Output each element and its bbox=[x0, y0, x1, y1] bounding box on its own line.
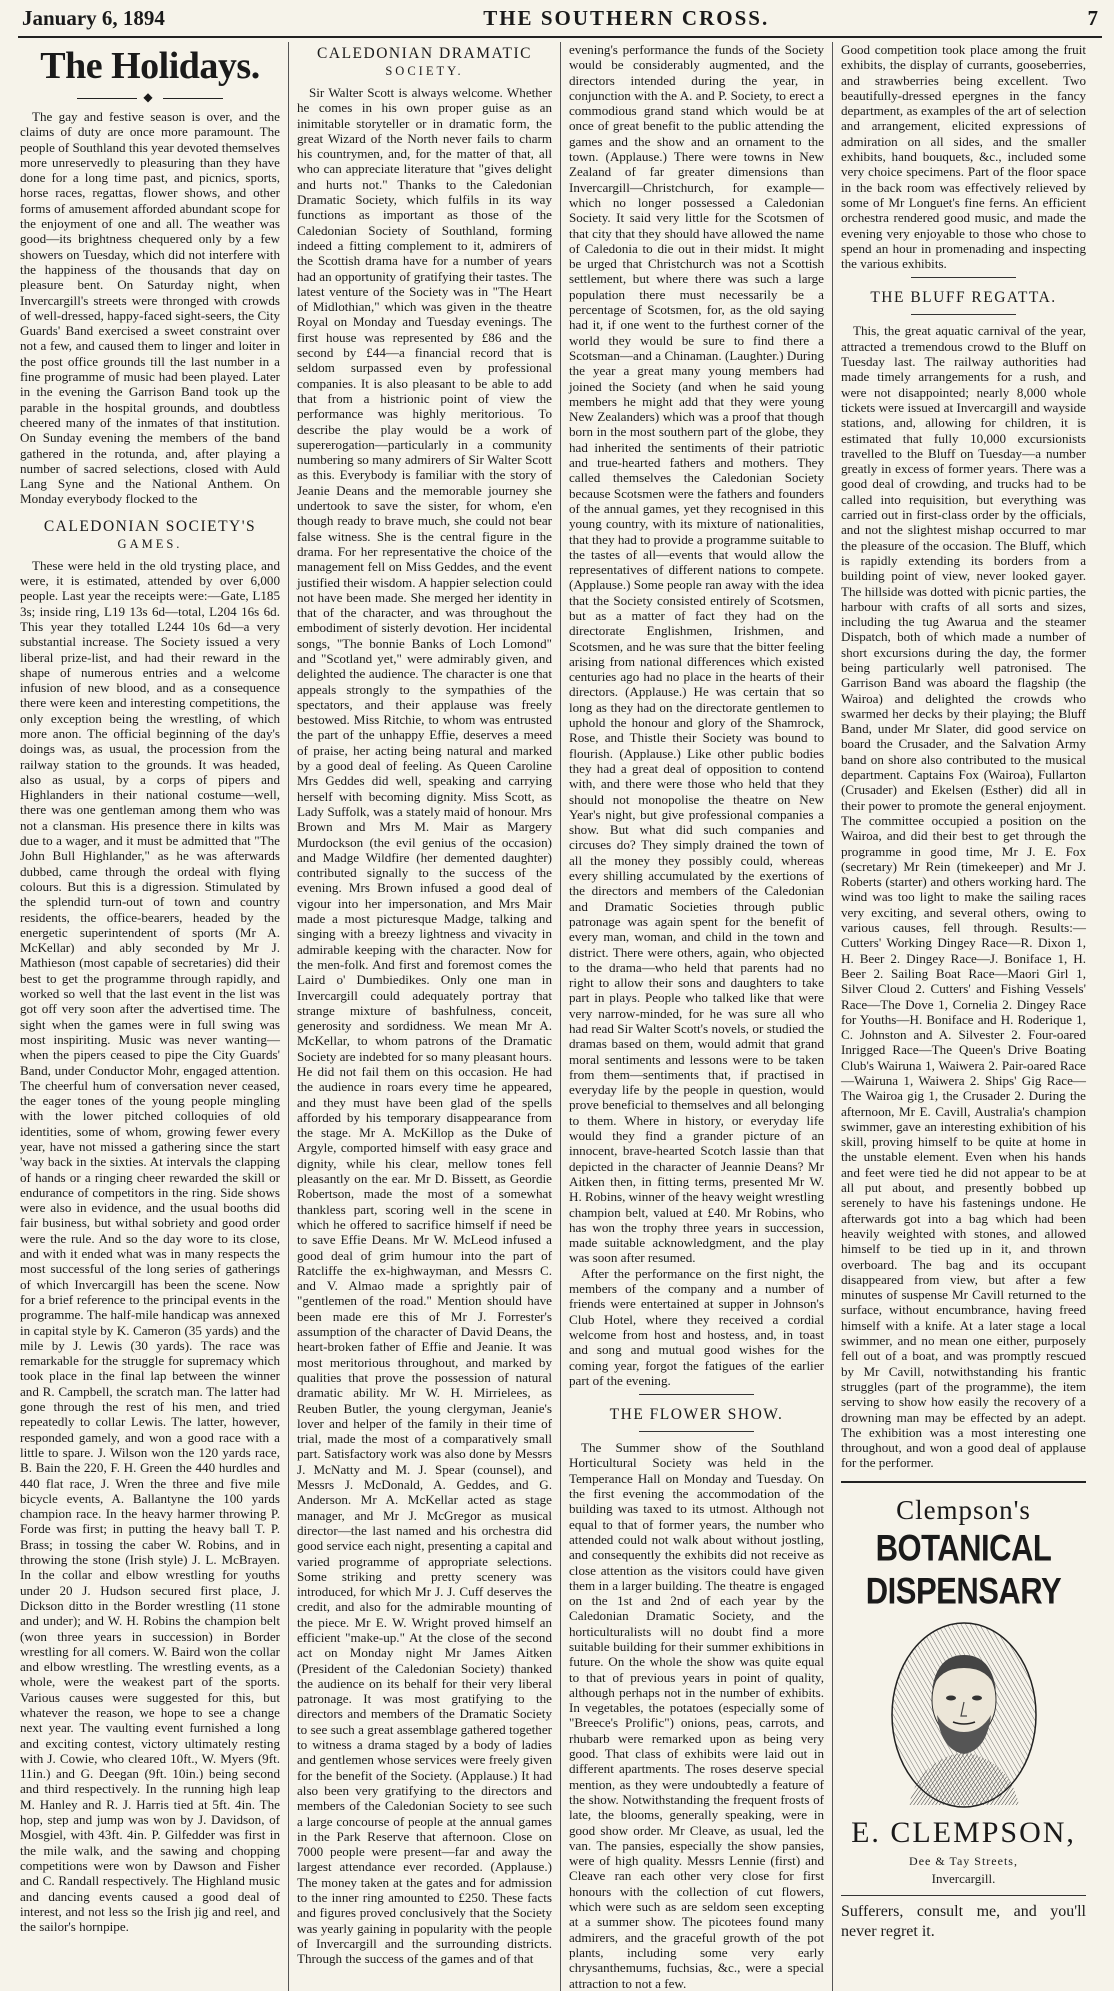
holidays-headline: The Holidays. bbox=[40, 45, 260, 87]
dramatic-subheading: SOCIETY. bbox=[385, 64, 464, 78]
flower-show-article-continued: Good competition took place among the fruit exhibits, the display of currants, gooseberries, and strawberries being excellent. Two beautifully-dressed epergnes in the fancy department, as examples of the art of selection and arrangement, elicited expressions of admiration on all sides, and the smaller exhibits, hand bouquets, &c., included some very choice specimens. Part of the floor space in the back room was effectively relieved by some of Mr Longuet's fine ferns. An efficient orchestra rendered good music, and made the evening very enjoyable to those who chose to spend an hour in promenading and inspecting the various exhibits. bbox=[841, 42, 1086, 272]
issue-date: January 6, 1894 bbox=[22, 6, 165, 30]
column-3 bbox=[560, 42, 832, 1991]
holidays-article: The gay and festive season is over, and the claims of duty are once more paramount. The people of Southland this year devoted themselves more unreservedly to pleasuring than they have done for a long time past, and picnics, sports, horse races, regattas, flower shows, and other forms of amusement afforded abundant scope for the enjoyment of one and all. The weather was good—its brightness chequered only by a few showers on Tuesday, which did not interfere with the happiness of the thousands that day on pleasure bent. On Saturday night, when Invercargill's streets were thronged with crowds of well-dressed, happy-faced sight-seers, the City Guards' Band exercised a sweet constraint over not a few, and caused them to linger and loiter in the post office grounds till the last number in a fine programme of music had been played. Later in the evening the Garrison Band took up the parable in the hospital grounds, and doubtless cheered many of the inmates of that institution. On Sunday evening the members of the band gathered in the rotunda, and, after playing a number of sacred selections, closed with Auld Lang Syne and the National Anthem. On Monday everybody flocked to the bbox=[20, 109, 280, 507]
column-2 bbox=[288, 42, 560, 1991]
ad-title: BOTANICAL DISPENSARY bbox=[865, 1526, 1062, 1612]
column-4 bbox=[832, 42, 1094, 1991]
section-divider bbox=[639, 1431, 754, 1432]
section-divider bbox=[911, 277, 1016, 278]
dramatic-supper-paragraph: After the performance on the first night, the members of the company and a number of friends were entertained at supper in Johnson's Club Hotel, where they received a cordial welcome from host and hostess, and, in toast and song and mutual good wishes for the coming year, forgot the fatigues of the earlier part of the evening. bbox=[569, 1265, 824, 1388]
regatta-heading: THE BLUFF REGATTA. bbox=[870, 289, 1057, 307]
dramatic-heading: CALEDONIAN DRAMATIC bbox=[317, 45, 532, 62]
ad-town: Invercargill. bbox=[931, 1870, 996, 1886]
ad-proprietor: E. CLEMPSON, bbox=[851, 1815, 1076, 1849]
columns bbox=[18, 42, 1102, 1991]
masthead bbox=[18, 6, 1102, 38]
dramatic-article-continued: evening's performance the funds of the Society would be considerably augmented, and the directors intended during the year, in conjunction with the A. and P. Society, to erect a commodious grand stand which would be at once of great benefit to the public attending the games and the show and an ornament to the town. (Applause.) There were towns in New Zealand of far greater dimensions than Invercargill—Christchurch, for example—which no longer possessed a Caledonian Society. It said very little for the Scotsmen of that city that they should have allowed the name of Caledonia to die out in their midst. It might be urged that Christchurch was not a Scottish settlement, but where there was such a large population there must necessarily be a percentage of Scotsmen, for, as the old saying had it, if one went to the furthest corner of the world they would be sure to find there a Scotsman—and a Chinaman. (Laughter.) During the year a great many young members had joined the Society (and when he said young members he might add that they were young New Zealanders) which was a proof that though born in the most southern part of the globe, they had inherited the sentiments of their patriotic and true-hearted fathers and mothers. They called themselves the Caledonian Society because Scotsmen were the fathers and founders of the annual games, yet they recognised in this young country, with its mixture of nationalities, that they had to provide a programme suitable to the tastes of all—events that would allow the representatives of different nations to compete. (Applause.) Some people ran away with the idea that the Society consisted entirely of Scotsmen, but as a matter of fact they had on the directorate Englishmen, Irishmen, and Scotsmen, and he was sure that the bitter feeling arising from national differences which existed centuries ago had no place in the hearts of their directors. (Applause.) He was certain that so long as they had on the directorate gentlemen to uphold the honour and glory of the Shamrock, Rose, and Thistle their Society was bound to flourish. (Applause.) Like other public bodies they had a great deal of opposition to contend with, and there were those who held that they should not monopolise the theatre on New Year's night, but give professional companies a show. But what did such companies and circuses do? They simply drained the town of all the money they possibly could, whereas every shilling accumulated by the exertions of the directors and members of the Caledonian and Dramatic Societies through public patronage was again spent for the benefit of every man, woman, and child in the town and district. There were others, again, who objected to the drama—who held that parents had no right to allow their sons and daughters to take part in plays. People who talked like that were very narrow-minded, for he was sure all who had read Sir Walter Scott's novels, or studied the dramas based on them, would admit that grand moral sentiments and lessons were to be taken from them—sentiments that, if practised in everyday life by the people in question, would prove beneficial to themselves and all belonging to them. Where in history, or everyday life would they find a grander picture of an innocent, brave-hearted Scotch lassie than that depicted in the character of Jeannie Deans? Mr Aitken then, in fitting terms, presented Mr W. H. Robins, winner of the heavy weight wrestling champion belt, valued at £40. Mr Robins, who has won the trophy three years in succession, made suitable acknowledgment, and the play was soon after resumed. bbox=[569, 42, 824, 1266]
page-number: 7 bbox=[1087, 6, 1098, 30]
portrait-engraving-icon bbox=[889, 1620, 1039, 1810]
flower-show-heading: THE FLOWER SHOW. bbox=[609, 1406, 784, 1424]
ad-business-name: Clempson's bbox=[896, 1494, 1031, 1525]
paper-title: THE SOUTHERN CROSS. bbox=[483, 6, 770, 30]
ad-slogan: Sufferers, consult me, and you'll never regret it. bbox=[841, 1895, 1086, 1942]
games-heading: CALEDONIAN SOCIETY'S bbox=[43, 517, 257, 535]
ornament-divider: ◆ bbox=[20, 90, 280, 105]
section-divider bbox=[911, 314, 1016, 315]
games-subheading: GAMES. bbox=[117, 536, 183, 551]
column-1 bbox=[18, 42, 288, 1991]
dramatic-article: Sir Walter Scott is always welcome. Whether he comes in his own proper guise as an inimitable storyteller or in dramatic form, the great Wizard of the North never fails to charm his countrymen, and, for the matter of that, all who can appreciate literature that "gives delight and hurts not." Thanks to the Caledonian Dramatic Society, which fulfils in its way functions as important as those of the Caledonian Society of Southland, forming indeed a fitting complement to it, admirers of the Scottish drama have for a number of years had an opportunity of gratifying their tastes. The latest venture of the Society was in "The Heart of Midlothian," which was given in the theatre Royal on Monday and Tuesday evenings. The first house was represented by £86 and the second by £44—a financial record that is seldom surpassed even by professional companies. It is also pleasant to be able to add that from a histrionic point of view the performance was highly meritorious. To describe the play would be a work of supererogation—particularly in a community numbering so many admirers of Sir Walter Scott as this. Everybody is familiar with the story of Jeanie Deans and the memorable journey she undertook to save the sister, for whom, e'en though ready to brave much, she could not bear false witness. She is the central figure in the drama. For her representative the choice of the management fell on Miss Geddes, and the event justified their wisdom. A happier selection could not have been made. She merged her identity in that of the character, and was throughout the embodiment of sisterly devotion. Her incidental songs, "The bonnie Banks of Loch Lomond" and "Scotland yet," were admirably given, and delighted the audience. The character is one that appeals strongly to the sympathies of the spectators, and their applause was freely bestowed. Miss Ritchie, to whom was entrusted the part of the unhappy Effie, deserves a meed of praise, her acting being natural and marked by a good deal of feeling. As Queen Caroline Mrs Geddes did well, speaking and carrying herself with becoming dignity. Miss Scott, as Lady Suffolk, was a stately maid of honour. Mrs Brown and Mrs M. Mair as Margery Murdockson (the evil genius of the occasion) and Madge Wildfire (her demented daughter) contributed signally to the success of the evening. Mrs Brown infused a good deal of vigour into her impersonation, and Mrs Mair made a most picturesque Madge, talking and singing with a breezy lightness and vivacity in admirable keeping with the character. Now for the men-folk. And first and foremost comes the Laird o' Dumbiedikes. Only one man in Invercargill could adequately portray that strange mixture of bashfulness, conceit, generosity and sordidness. We mean Mr A. McKellar, to whom patrons of the Dramatic Society are indebted for so many pleasant hours. He did not fail them on this occasion. He had the audience in roars every time he appeared, and they must have been glad of the spells afforded by his temporary disappearance from the stage. Mr A. McKillop as the Duke of Argyle, comported himself with easy grace and dignity, while his clear, mellow tones fell pleasantly on the ear. Mr D. Bissett, as Geordie Robertson, made the most of a somewhat thankless part, scoring well in the scene in which he offered to sacrifice himself if need be to save Effie Deans. Mr W. McLeod infused a good deal of grim humour into the part of Ratcliffe the ex-highwayman, and Messrs C. and V. Almao made a sprightly pair of "gentlemen of the road." Mention should have been made ere this of Mr J. Forrester's assumption of the character of David Deans, the heart-broken father of Effie and Jeanie. It was most meritorious throughout, and marked by qualities that prove the possession of natural dramatic ability. Mr W. H. Mirrielees, as Reuben Butler, the young clergyman, Jeanie's lover and helper of the family in their time of trial, made the most of a comparatively small part. Satisfactory work was also done by Messrs J. McNatty and M. J. Spear (counsel), and Messrs J. McDonald, A. Geddes, and G. Anderson. Mr A. McKellar acted as stage manager, and Mr J. McGregor as musical director—the last named and his orchestra did good service each night, presenting a capital and varied programme of appropriate selections. Some striking and pretty scenery was introduced, for which Mr J. J. Cuff deserves the credit, and also for the admirable mounting of the piece. Mr E. W. Wright proved himself an efficient "make-up." At the close of the second act on Monday night Mr James Aitken (President of the Caledonian Society) thanked the audience on its behalf for their very liberal patronage. It was most gratifying to the directors and members of the Dramatic Society to see such a great assemblage gathered together to witness a drama staged by a body of ladies and gentlemen whose services were freely given for the benefit of the Society. (Applause.) It had also been very gratifying to the directors and members of the Caledonian Society to see such a large concourse of people at the annual games in the Park Reserve that afternoon. Close on 7000 people were present—far and away the largest attendance ever recorded. (Applause.) The money taken at the gates and for admission to the inner ring amounted to £250. These facts and figures proved conclusively that the Society was yearly gaining in popularity with the people of Invercargill and the surrounding districts. Through the success of the games and of that bbox=[297, 85, 552, 1967]
clempson-advertisement bbox=[841, 1481, 1086, 1942]
flower-show-article: The Summer show of the Southland Horticultural Society was held in the Temperance Hall on Monday and Tuesday. On the first evening the accommodation of the building was taxed to its utmost. Although not equal to that of former years, the number who attended could not walk about without jostling, and consequently the exhibits did not receive as close attention as the visitors could have given them in a larger building. The theatre is engaged on the 1st and 2nd of each year by the Caledonian Dramatic Society, and the horticulturalists will no doubt find a more suitable building for their summer exhibitions in future. On the whole the show was quite equal to that of previous years in point of quality, although perhaps not in the number of exhibits. In vegetables, the potatoes (especially some of "Breece's Prolific") onions, peas, carrots, and rhubarb were remarked upon as being very good. That class of exhibits were laid out in different apartments. The roses deserve special mention, as they were undoubtedly a feature of the show. Notwithstanding the frequent frosts of late, the blooms, generally speaking, were in good show order. Mr Cleave, as usual, led the van. The pansies, especially the show pansies, were of high quality. Messrs Lennie (first) and Cleave ran each other very close for first honours with the collection of cut flowers, which were such as are seldom seen excepting at a summer show. The picotees found many admirers, and the graceful growth of the pot plants, including some very early chrysanthemums, fuchsias, &c., were a special attraction to not a few. bbox=[569, 1440, 824, 1991]
portrait-image bbox=[841, 1620, 1086, 1810]
section-divider bbox=[639, 1394, 754, 1395]
games-article: These were held in the old trysting place, and were, it is estimated, attended by over 6,000 people. Last year the receipts were:—Gate, L185 3s; inside ring, L19 13s 6d—total, L204 16s 6d. This year they totalled L244 10s 6d—a very substantial increase. The Society issued a very liberal prize-list, and had their reward in the shape of numerous entries and a welcome infusion of new blood, and as a consequence there were keen and interesting competitions, the only exception being the wrestling, of which more anon. The official beginning of the day's doings was, as usual, the procession from the railway station to the grounds. It was headed, also as usual, by a corps of pipers and Highlanders in their national costume—well, there was one gentleman among them who was not a clansman. His presence there in kilts was due to a wager, and it must be admitted that "The John Bull Highlander," as he was afterwards dubbed, came through the ordeal with flying colours. But this is a digression. Stimulated by the splendid turn-out of town and country residents, the office-bearers, headed by the energetic superintendent of sports (Mr A. McKellar) and ably seconded by Mr J. Mathieson (most capable of secretaries) did their best to get the programme through rapidly, and worked so well that the last event in the list was got off very soon after the advertised time. The sight when the games were in full swing was most inspiriting. Music was never wanting—when the pipers ceased to pipe the City Guards' Band, under Conductor Mohr, engaged attention. The cheerful hum of conversation never ceased, the eager tones of the young people mingling with the lower pitched colloquies of old identities, some of whom, growing fewer every year, have not missed a gathering since the start 'way back in the sixties. At intervals the clapping of hands or a ringing cheer rewarded the skill or endurance of competitors in the ring. Side shows were also in evidence, and the usual booths did fair business, but withal sobriety and good order were the rule. And so the day wore to its close, and with it ended what was in many respects the most successful of the long series of gatherings of which Invercargill has been the scene. Now for a brief reference to the principal events in the programme. The half-mile handicap was annexed in capital style by K. Cameron (35 yards) and the mile by J. Lewis (30 yards). The race was remarkable for the struggle for supremacy which took place in the final lap between the winner and R. Campbell, the scratch man. The latter had gone through the rest of his men, and tried repeatedly to collar Lewis. The latter, however, responded gamely, and won a good race with a little to spare. J. Wilson won the 120 yards race, B. Bain the 220, F. H. Green the 440 hurdles and 440 flat race, J. Wren the three and five mile bicycle events, A. Ballantyne the 100 yards champion race. In the heavy harmer throwing P. Forde was first; in putting the heavy ball T. P. Brass; in tossing the caber W. Robins, and in throwing the stone (Irish style) J. L. McBrayen. In the collar and elbow wrestling for youths under 20 J. Hudson secured first place, J. Dickson ditto in the Border wrestling (11 stone and under); and W. H. Robins the champion belt (won three years in succession) in Border wrestling for all comers. W. Baird won the collar and elbow wrestling. The wrestling events, as a whole, were the weakest part of the sports. Various causes were suggested for this, but whatever the reason, we hope to see a change next year. The vaulting event furnished a long and exciting contest, victory ultimately resting with J. Cowie, who cleared 10ft., W. Myers (9ft. 11in.) and G. Deegan (9ft. 10in.) being second and third respectively. In the running high leap M. Hanley and R. J. Harris tied at 5ft. 4in. The hop, step and jump was won by J. Davidson, of Mosgiel, with 43ft. 4in. P. Gilfedder was first in the mile walk, and the sawing and chopping competitions were won by Dawson and Fisher and C. Randall respectively. The Highland music and dancing events caused a good deal of interest, and not less so the Irish jig and reel, and the sailor's hornpipe. bbox=[20, 557, 280, 1935]
ad-address: Dee & Tay Streets, bbox=[909, 1853, 1018, 1868]
regatta-article: This, the great aquatic carnival of the year, attracted a tremendous crowd to the Bluff on Tuesday last. The railway authorities had made timely arrangements for a rush, and were not disappointed; nearly 8,000 whole tickets were issued at Invercargill and wayside stations, and, allowing for children, it is estimated that fully 10,000 excursionists travelled to the Bluff on Tuesday—a number greatly in excess of former years. There was a good deal of crowding, and trucks had to be called into requisition, but everything was carried out in first-class order by the officials, and not the slightest mishap occurred to mar the pleasure of the occasion. The Bluff, which is rapidly extending its borders from a building point of view, never looked gayer. The hillside was dotted with picnic parties, the harbour with crafts of all sorts and sizes, including the tug Awarua and the steamer Dispatch, both of which made a number of short excursions during the day, the former being particularly well patronised. The Garrison Band was aboard the flagship (the Wairoa) and delighted the crowds who swarmed her decks by their playing; the Bluff Band, under Mr Slater, did good service on board the Crusader, and the Salvation Army band on shore also contributed to the musical department. Captains Fox (Wairoa), Fullarton (Crusader) and Ekelsen (Esther) did all in their power to promote the general enjoyment. The committee occupied a position on the Wairoa, and did their best to get through the programme in good time, Mr J. E. Fox (secretary) Mr Rein (timekeeper) and Mr J. Roberts (starter) and others working hard. The wind was too light to make the sailing races very exciting, and several others, owing to various causes, fell through. Results:—Cutters' Working Dingey Race—R. Dixon 1, H. Beer 2. Dingey Race—J. Boniface 1, H. Beer 2. Sailing Boat Race—Maori Girl 1, Silver Cloud 2. Cutters' and Fishing Vessels' Race—The Dove 1, Cornelia 2. Dingey Race for Youths—H. Boniface and H. Roderique 1, C. Johnston and A. Silvester 2. Four-oared Inrigged Race—The Queen's Drive Boating Club's Wairuna 1, Waiwera 2. Pair-oared Race—Wairuna 1, Waiwera 2. Ships' Gig Race—The Wairoa gig 1, the Crusader 2. During the afternoon, Mr E. Cavill, Australia's champion swimmer, gave an interesting exhibition of his skill, proving himself to be quite at home in the unstable element. Even when his hands and feet were tied he did not appear to be at all put about, and presently bobbed up serenely to have his fastenings undone. He afterwards got into a bag which had been heavily weighted with stones, and allowed himself to be tied up in it, and thrown overboard. The bag and its occupant disappeared from view, but after a few minutes of suspense Mr Cavill returned to the surface, without encumbrance, having freed himself with a knife. At a later stage a local swimmer, and no mean one either, purposely fell out of a boat, and was promptly rescued by Mr Cavill, notwithstanding his frantic struggles (part of the programme), the item serving to show how easily the recovery of a drowning man may be effected by an adept. The exhibition was a most interesting one throughout, and won a good deal of applause for the performer. bbox=[841, 323, 1086, 1471]
